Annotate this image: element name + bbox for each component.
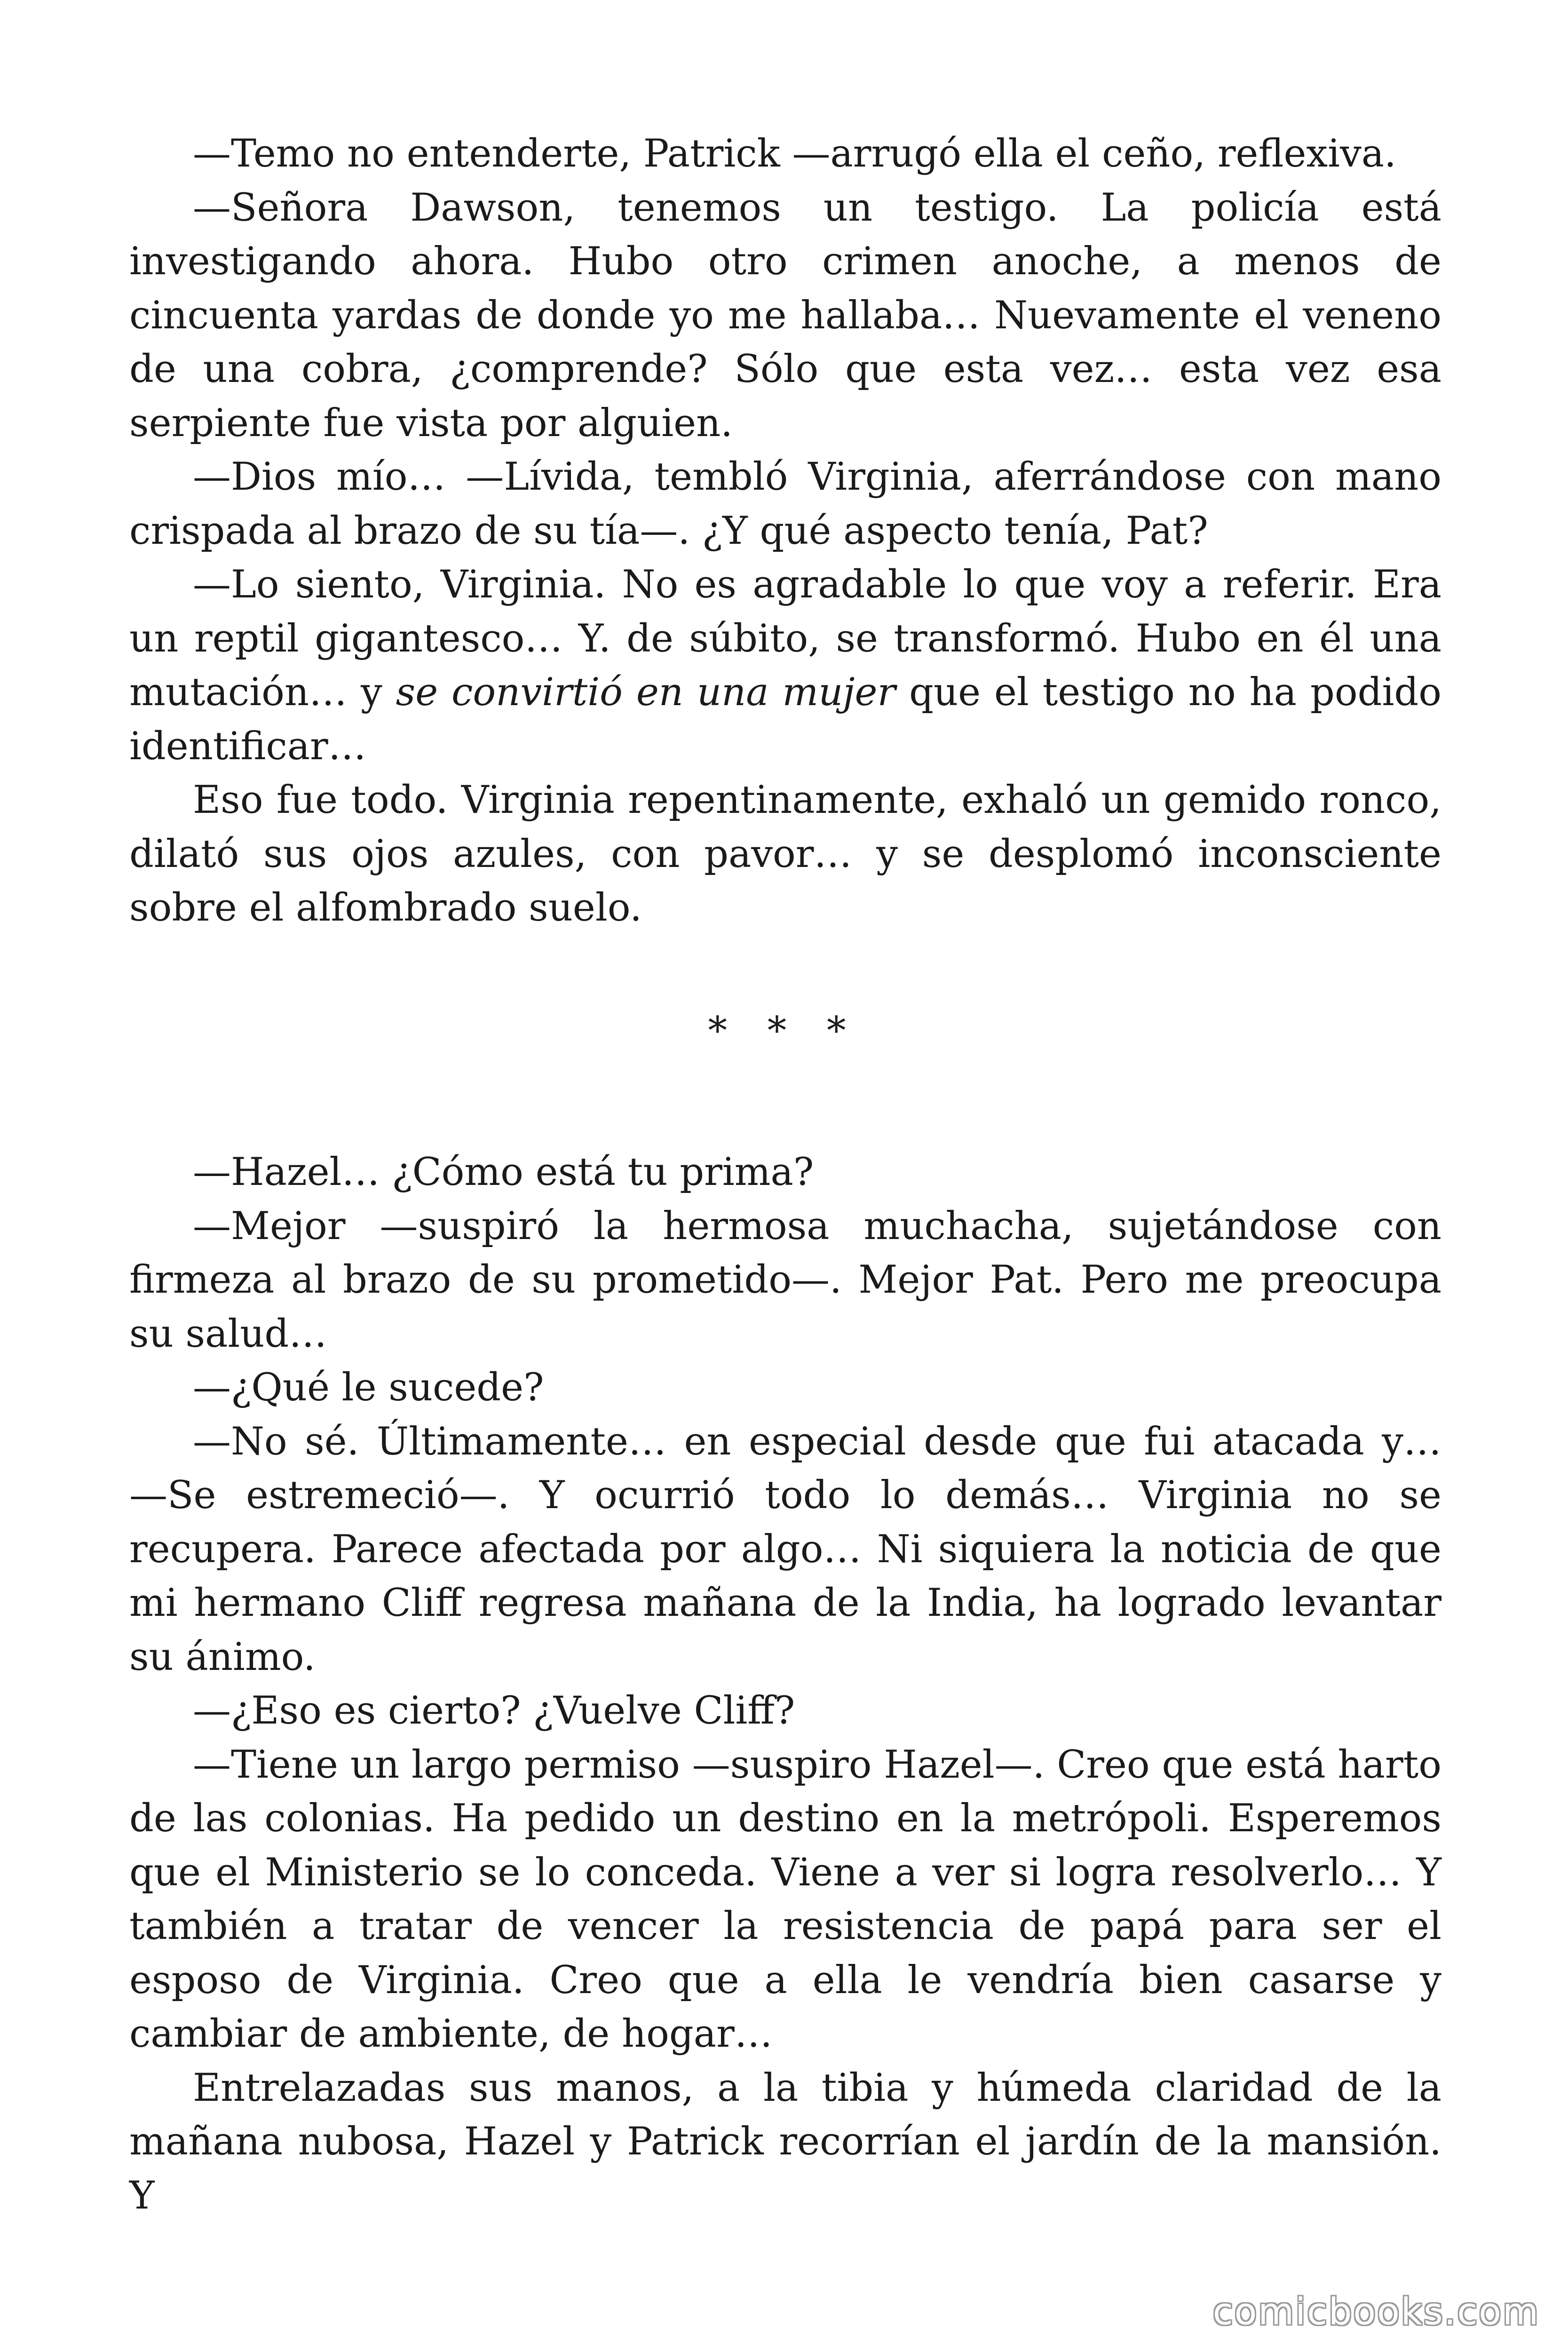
paragraph: —Temo no entenderte, Patrick —arrugó ella el ceño, reflexiva. [193,132,1396,176]
paragraph: —¿Eso es cierto? ¿Vuelve Cliff? [193,1689,795,1733]
paragraph: Eso fue todo. Virginia repentinamente, exhaló un gemido ronco, dilató sus ojos azules, con pavor… y se desplomó inconsciente sobre el alfombrado suelo. [129,778,1441,930]
paragraph: —Tiene un largo permiso —suspiro Hazel—. Creo que está harto de las colonias. Ha pedido un destino en la metrópoli. Esperemos que el Ministerio se lo conceda. Viene a ver si logra resolverlo… Y también a tratar de vencer la resistencia de papá para ser el esposo de Virginia. Creo que a ella le vendría bien casarse y cambiar de ambiente, de hogar… [129,1742,1441,2056]
text-block-one [129,127,1441,935]
paragraph: —Señora Dawson, tenemos un testigo. La policía está investigando ahora. Hubo otro crimen anoche, a menos de cincuenta yardas de donde yo me hallaba… Nuevamente el veneno de una cobra, ¿comprende? Sólo que esta vez… esta vez esa serpiente fue vista por alguien. [129,185,1441,445]
italic-run: se convirtió en una mujer [396,670,896,715]
text-run: que el testigo no ha podido identificar… [129,670,1441,769]
paragraph: —Dios mío… —Lívida, tembló Virginia, aferrándose con mano crispada al brazo de su tía—. ¿Y qué aspecto tenía, Pat? [129,455,1441,553]
paragraph: Entrelazadas sus manos, a la tibia y húmeda claridad de la mañana nubosa, Hazel y Patrick recorrían el jardín de la mansión. Y [129,2066,1441,2218]
paragraph: —No sé. Últimamente… en especial desde que fui atacada y… —Se estremeció—. Y ocurrió todo lo demás… Virginia no se recupera. Parece afectada por algo… Ni siquiera la noticia de que mi hermano Cliff regresa mañana de la India, ha logrado levantar su ánimo. [129,1419,1441,1679]
text-run: —Lo siento, Virginia. No es agradable lo que voy a referir. Era un reptil gigantesco… Y. de súbito, se transformó. Hubo en él una mutación… y [129,563,1441,715]
paragraph: —Mejor —suspiró la hermosa muchacha, sujetándose con firmeza al brazo de su prometido—. Mejor Pat. Pero me preocupa su salud… [129,1204,1441,1356]
paragraph: —Hazel… ¿Cómo está tu prima? [193,1150,814,1194]
paragraph-with-italic [129,558,1441,773]
watermark: comicbooks.com [1212,2291,1540,2333]
paragraph: —¿Qué le sucede? [193,1366,544,1410]
text-block-two [129,1145,1441,2223]
section-separator: * * * [708,1009,860,1053]
